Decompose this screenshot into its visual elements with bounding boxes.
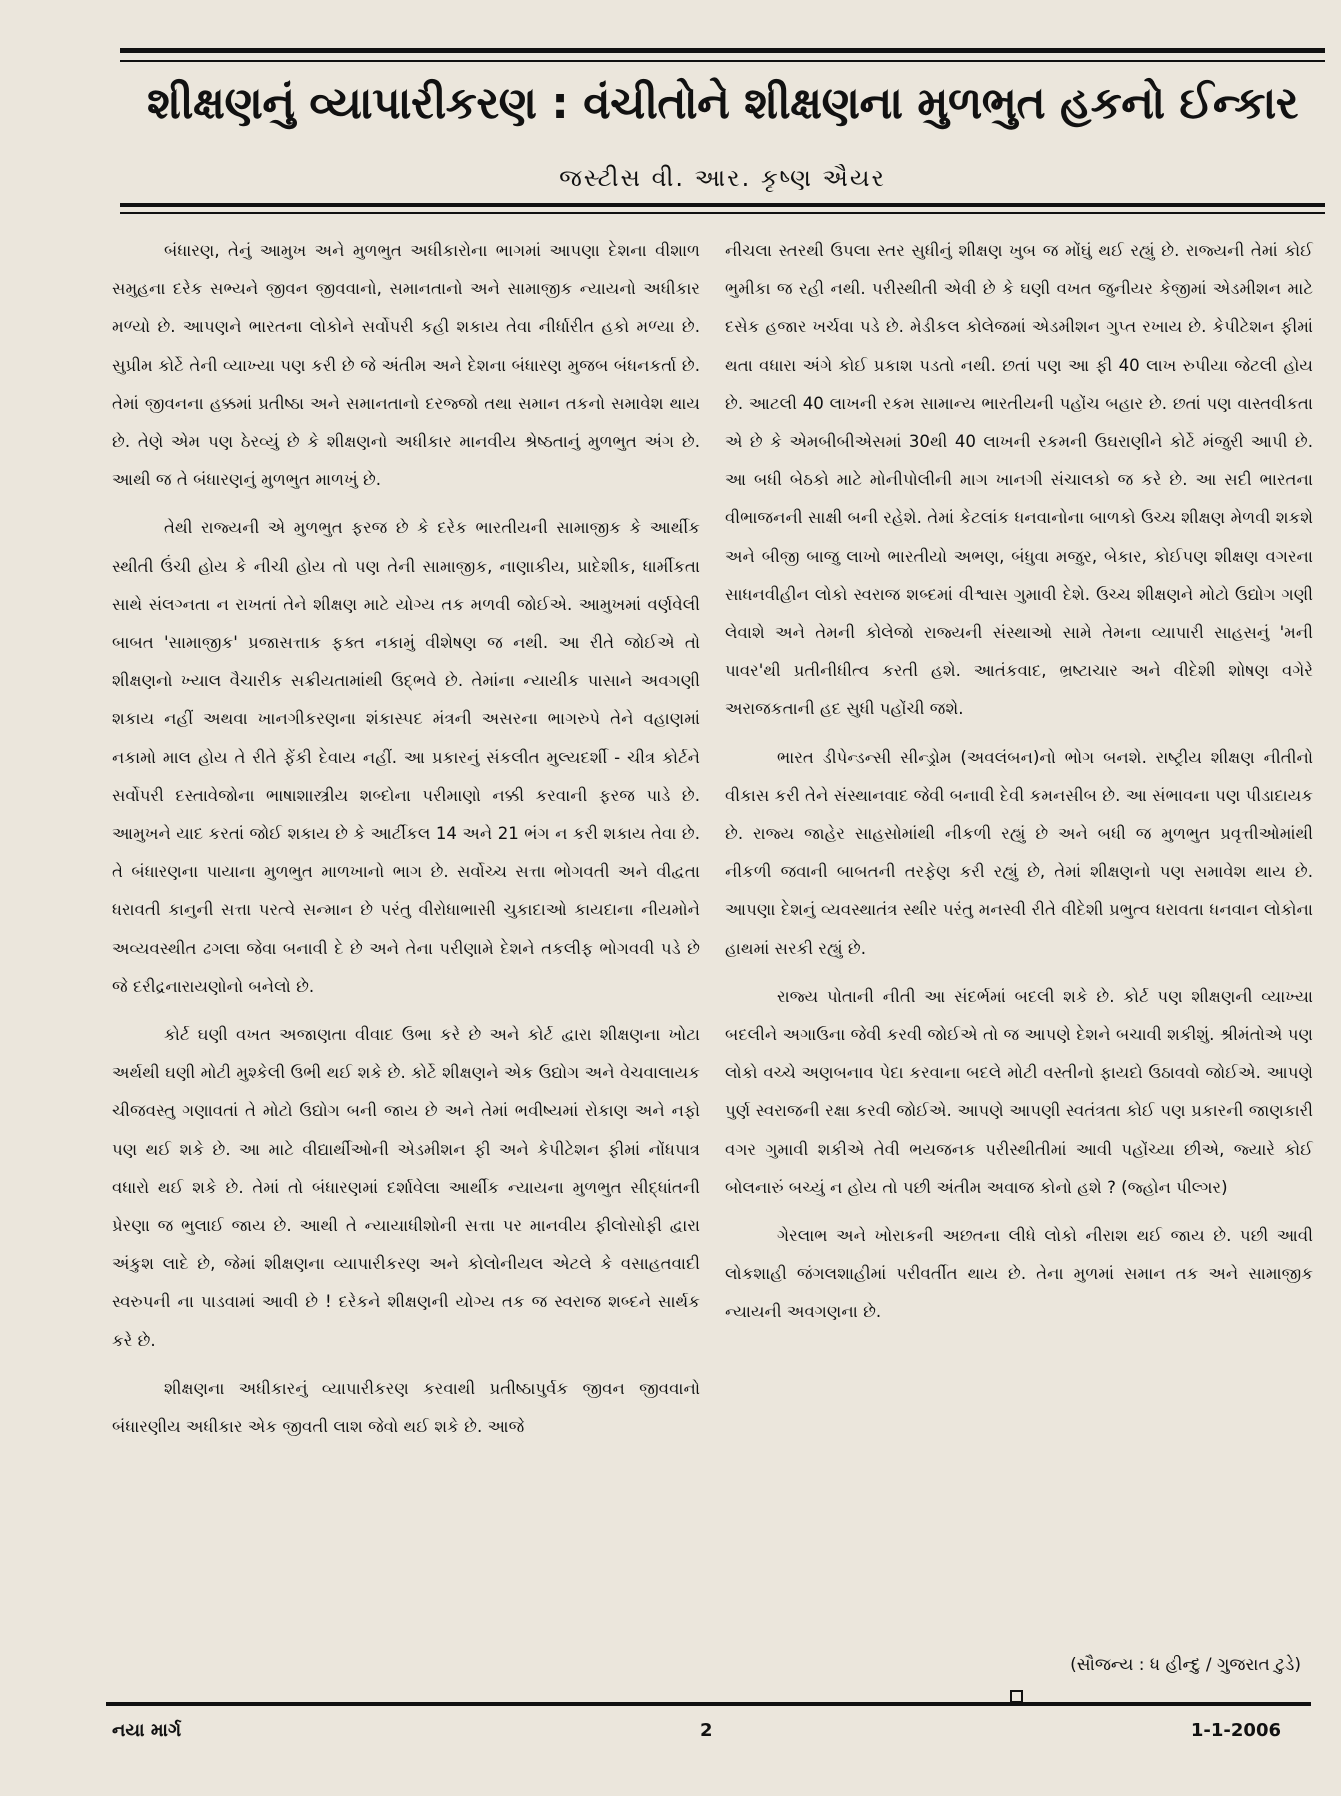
- right-paragraph-4: ગેરલાભ અને ખોરાકની અછતના લીધે લોકો નીરાશ થઈ જાય છે. પછી આવી લોકશાહી જંગલશાહીમાં પરીવર્તીત થાય છે. તેના મુળમાં સમાન તક અને સામાજીક ન્યાયની અવગણના છે.: [725, 1226, 1313, 1322]
- left-column: [112, 232, 700, 1456]
- article-author: જસ્ટીસ વી. આર. કૃષ્ણ ઐયર: [559, 164, 886, 192]
- header-rule-thick: [120, 203, 1325, 207]
- right-column: [725, 232, 1313, 1342]
- top-rule-thin: [120, 60, 1325, 62]
- source-credit: (સૌજન્ય : ધ હીન્દુ / ગુજરાત ટુડે): [1070, 1655, 1301, 1675]
- footer-rule: [106, 1702, 1311, 1706]
- right-paragraph-2: ભારત ડીપેન્ડન્સી સીન્ડ્રોમ (અવલંબન)નો ભોગ બનશે. રાષ્ટ્રીય શીક્ષણ નીતીનો વીકાસ કરી તેને સંસ્થાનવાદ જેવી બનાવી દેવી કમનસીબ છે. આ સંભાવના પણ પીડાદાયક છે. રાજ્ય જાહેર સાહસોમાંથી નીકળી રહ્યું છે અને બધી જ મુળભુત પ્રવૃત્તીઓમાંથી નીકળી જવાની બાબતની તરફેણ કરી રહ્યું છે, તેમાં શીક્ષણનો પણ સમાવેશ થાય છે. આપણા દેશનું વ્યવસ્થાતંત્ર સ્થીર પરંતુ મનસ્વી રીતે વીદેશી પ્રભુત્વ ધરાવતા ધનવાન લોકોના હાથમાં સરકી રહ્યું છે.: [725, 747, 1313, 958]
- issue-date: 1-1-2006: [1190, 1720, 1281, 1741]
- left-paragraph-4: શીક્ષણના અધીકારનું વ્યાપારીકરણ કરવાથી પ્રતીષ્ઠાપુર્વક જીવન જીવવાનો બંધારણીય અધીકાર એક જીવતી લાશ જેવો થઈ શકે છે. આજે: [112, 1378, 700, 1437]
- right-paragraph-1: નીચલા સ્તરથી ઉપલા સ્તર સુધીનું શીક્ષણ ખુબ જ મોંઘું થઈ રહ્યું છે. રાજ્યની તેમાં કોઈ ભુમીકા જ રહી નથી. પરીસ્થીતી એવી છે કે ઘણી વખત જુનીયર કેજીમાં એડમીશન માટે દસેક હજાર ખર્ચવા પડે છે. મેડીકલ કોલેજમાં એડમીશન ગુપ્ત રખાય છે. કેપીટેશન ફીમાં થતા વધારા અંગે કોઈ પ્રકાશ પડતો નથી. છતાં પણ આ ફી 40 લાખ રુપીયા જેટલી હોય છે. આટલી 40 લાખની રકમ સામાન્ય ભારતીયની પહોંચ બહાર છે. છતાં પણ વાસ્તવીકતા એ છે કે એમબીબીએસમાં 30થી 40 લાખની રકમની ઉઘરાણીને કોર્ટે મંજુરી આપી છે. આ બધી બેઠકો માટે મોનીપોલીની માગ ખાનગી સંચાલકો જ કરે છે. આ સદી ભારતના વીભાજનની સાક્ષી બની રહેશે. તેમાં કેટલાંક ધનવાનોના બાળકો ઉચ્ચ શીક્ષણ મેળવી શકશે અને બીજી બાજુ લાખો ભારતીયો અભણ, બંધુવા મજુર, બેકાર, કોઈપણ શીક્ષણ વગરના સાધનવીહીન લોકો સ્વરાજ શબ્દમાં વીશ્વાસ ગુમાવી દેશે. ઉચ્ચ શીક્ષણને મોટો ઉદ્યોગ ગણી લેવાશે અને તેમની કોલેજો રાજ્યની સંસ્થાઓ સામે તેમના વ્યાપારી સાહસનું 'મની પાવર'થી પ્રતીનીધીત્વ કરતી હશે. આતંકવાદ, ભ્રષ્ટાચાર અને વીદેશી શોષણ વગેરે અરાજકતાની હદ સુધી પહોંચી જશે.: [725, 241, 1313, 719]
- left-paragraph-3: કોર્ટ ઘણી વખત અજાણતા વીવાદ ઉભા કરે છે અને કોર્ટ દ્વારા શીક્ષણના ખોટા અર્થથી ઘણી મોટી મુશ્કેલી ઉભી થઈ શકે છે. કોર્ટે શીક્ષણને એક ઉદ્યોગ અને વેચવાલાયક ચીજવસ્તુ ગણાવતાં તે મોટો ઉદ્યોગ બની જાય છે અને તેમાં ભવીષ્યમાં રોકાણ અને નફો પણ થઈ શકે છે. આ માટે વીદ્યાર્થીઓની એડમીશન ફી અને કેપીટેશન ફીમાં નોંધપાત્ર વધારો થઈ શકે છે. તેમાં તો બંધારણમાં દર્શાવેલા આર્થીક ન્યાયના મુળભુત સીદ્ધાંતની પ્રેરણા જ ભુલાઈ જાય છે. આથી તે ન્યાયાધીશોની સત્તા પર માનવીય ફીલોસોફી દ્વારા અંકુશ લાદે છે, જેમાં શીક્ષણના વ્યાપારીકરણ અને કોલોનીયલ એટલે કે વસાહતવાદી સ્વરુપની ના પાડવામાં આવી છે ! દરેકને શીક્ષણની યોગ્ય તક જ સ્વરાજ શબ્દને સાર્થક કરે છે.: [112, 1025, 700, 1350]
- top-rule-thick: [120, 48, 1325, 53]
- page-number: 2: [700, 1720, 713, 1741]
- left-paragraph-1: બંધારણ, તેનું આમુખ અને મુળભુત અધીકારોના ભાગમાં આપણા દેશના વીશાળ સમુહના દરેક સભ્યને જીવન જીવવાનો, સમાનતાનો અને સામાજીક ન્યાયનો અધીકાર મળ્યો છે. આપણને ભારતના લોકોને સર્વોપરી કહી શકાય તેવા નીર્ધારીત હકો મળ્યા છે. સુપ્રીમ કોર્ટે તેની વ્યાખ્યા પણ કરી છે જે અંતીમ અને દેશના બંધારણ મુજબ બંધનકર્તા છે. તેમાં જીવનના હક્કમાં પ્રતીષ્ઠા અને સમાનતાનો દરજ્જો તથા સમાન તકનો સમાવેશ થાય છે. તેણે એમ પણ ઠેરવ્યું છે કે શીક્ષણનો અધીકાર માનવીય શ્રેષ્ઠતાનું મુળભુત અંગ છે. આથી જ તે બંધારણનું મુળભુત માળખું છે.: [112, 241, 700, 490]
- header-rule-thin: [120, 212, 1325, 214]
- right-paragraph-3: રાજ્ય પોતાની નીતી આ સંદર્ભમાં બદલી શકે છે. કોર્ટ પણ શીક્ષણની વ્યાખ્યા બદલીને અગાઉના જેવી કરવી જોઈએ તો જ આપણે દેશને બચાવી શકીશું. શ્રીમંતોએ પણ લોકો વચ્ચે અણબનાવ પેદા કરવાના બદલે મોટી વસ્તીનો ફાયદો ઉઠાવવો જોઈએ. આપણે પુર્ણ સ્વરાજની રક્ષા કરવી જોઈએ. આપણે આપણી સ્વતંત્રતા કોઈ પણ પ્રકારની જાણકારી વગર ગુમાવી શકીએ તેવી ભયજનક પરીસ્થીતીમાં આવી પહોંચ્યા છીએ, જ્યારે કોઈ બોલનારું બચ્યું ન હોય તો પછી અંતીમ અવાજ કોનો હશે ? (જ્હોન પીલ્ગર): [725, 986, 1313, 1197]
- left-paragraph-2: તેથી રાજ્યની એ મુળભુત ફરજ છે કે દરેક ભારતીયની સામાજીક કે આર્થીક સ્થીતી ઉંચી હોય કે નીચી હોય તો પણ તેની સામાજીક, નાણાકીય, પ્રાદેશીક, ધાર્મીકતા સાથે સંલગ્નતા ન રાખતાં તેને શીક્ષણ માટે યોગ્ય તક મળવી જોઈએ. આમુખમાં વર્ણવેલી બાબત 'સામાજીક' પ્રજાસત્તાક ફક્ત નકામું વીશેષણ જ નથી. આ રીતે જોઈએ તો શીક્ષણનો ખ્યાલ વૈચારીક સક્રીયતામાંથી ઉદ્ભવે છે. તેમાંના ન્યાયીક પાસાને અવગણી શકાય નહીં અથવા ખાનગીકરણના શંકાસ્પદ મંત્રની અસરના ભાગરુપે તેને વહાણમાં નકામો માલ હોય તે રીતે ફેંકી દેવાય નહીં. આ પ્રકારનું સંકલીત મુલ્યદર્શી - ચીત્ર કોર્ટને સર્વોપરી દસ્તાવેજોના ભાષાશાસ્ત્રીય શબ્દોના પરીમાણો નક્કી કરવાની ફરજ પાડે છે. આમુખને યાદ કરતાં જોઈ શકાય છે કે આર્ટીકલ 14 અને 21 ભંગ ન કરી શકાય તેવા છે. તે બંધારણના પાયાના મુળભુત માળખાનો ભાગ છે. સર્વોચ્ચ સત્તા ભોગવતી અને વીદ્વતા ધરાવતી કાનુની સત્તા પરત્વે સન્માન છે પરંતુ વીરોધાભાસી ચુકાદાઓ કાયદાના નીયમોને અવ્યવસ્થીત ઢગલા જેવા બનાવી દે છે અને તેના પરીણામે દેશને તકલીફ ભોગવવી પડે છે જે દરીદ્રનારાયણોનો બનેલો છે.: [112, 518, 700, 996]
- magazine-name: નયા માર્ગ: [112, 1720, 182, 1741]
- article-title: શીક્ષણનું વ્યાપારીકરણ : વંચીતોને શીક્ષણના મુળભુત હકનો ઈન્કાર: [147, 78, 1298, 129]
